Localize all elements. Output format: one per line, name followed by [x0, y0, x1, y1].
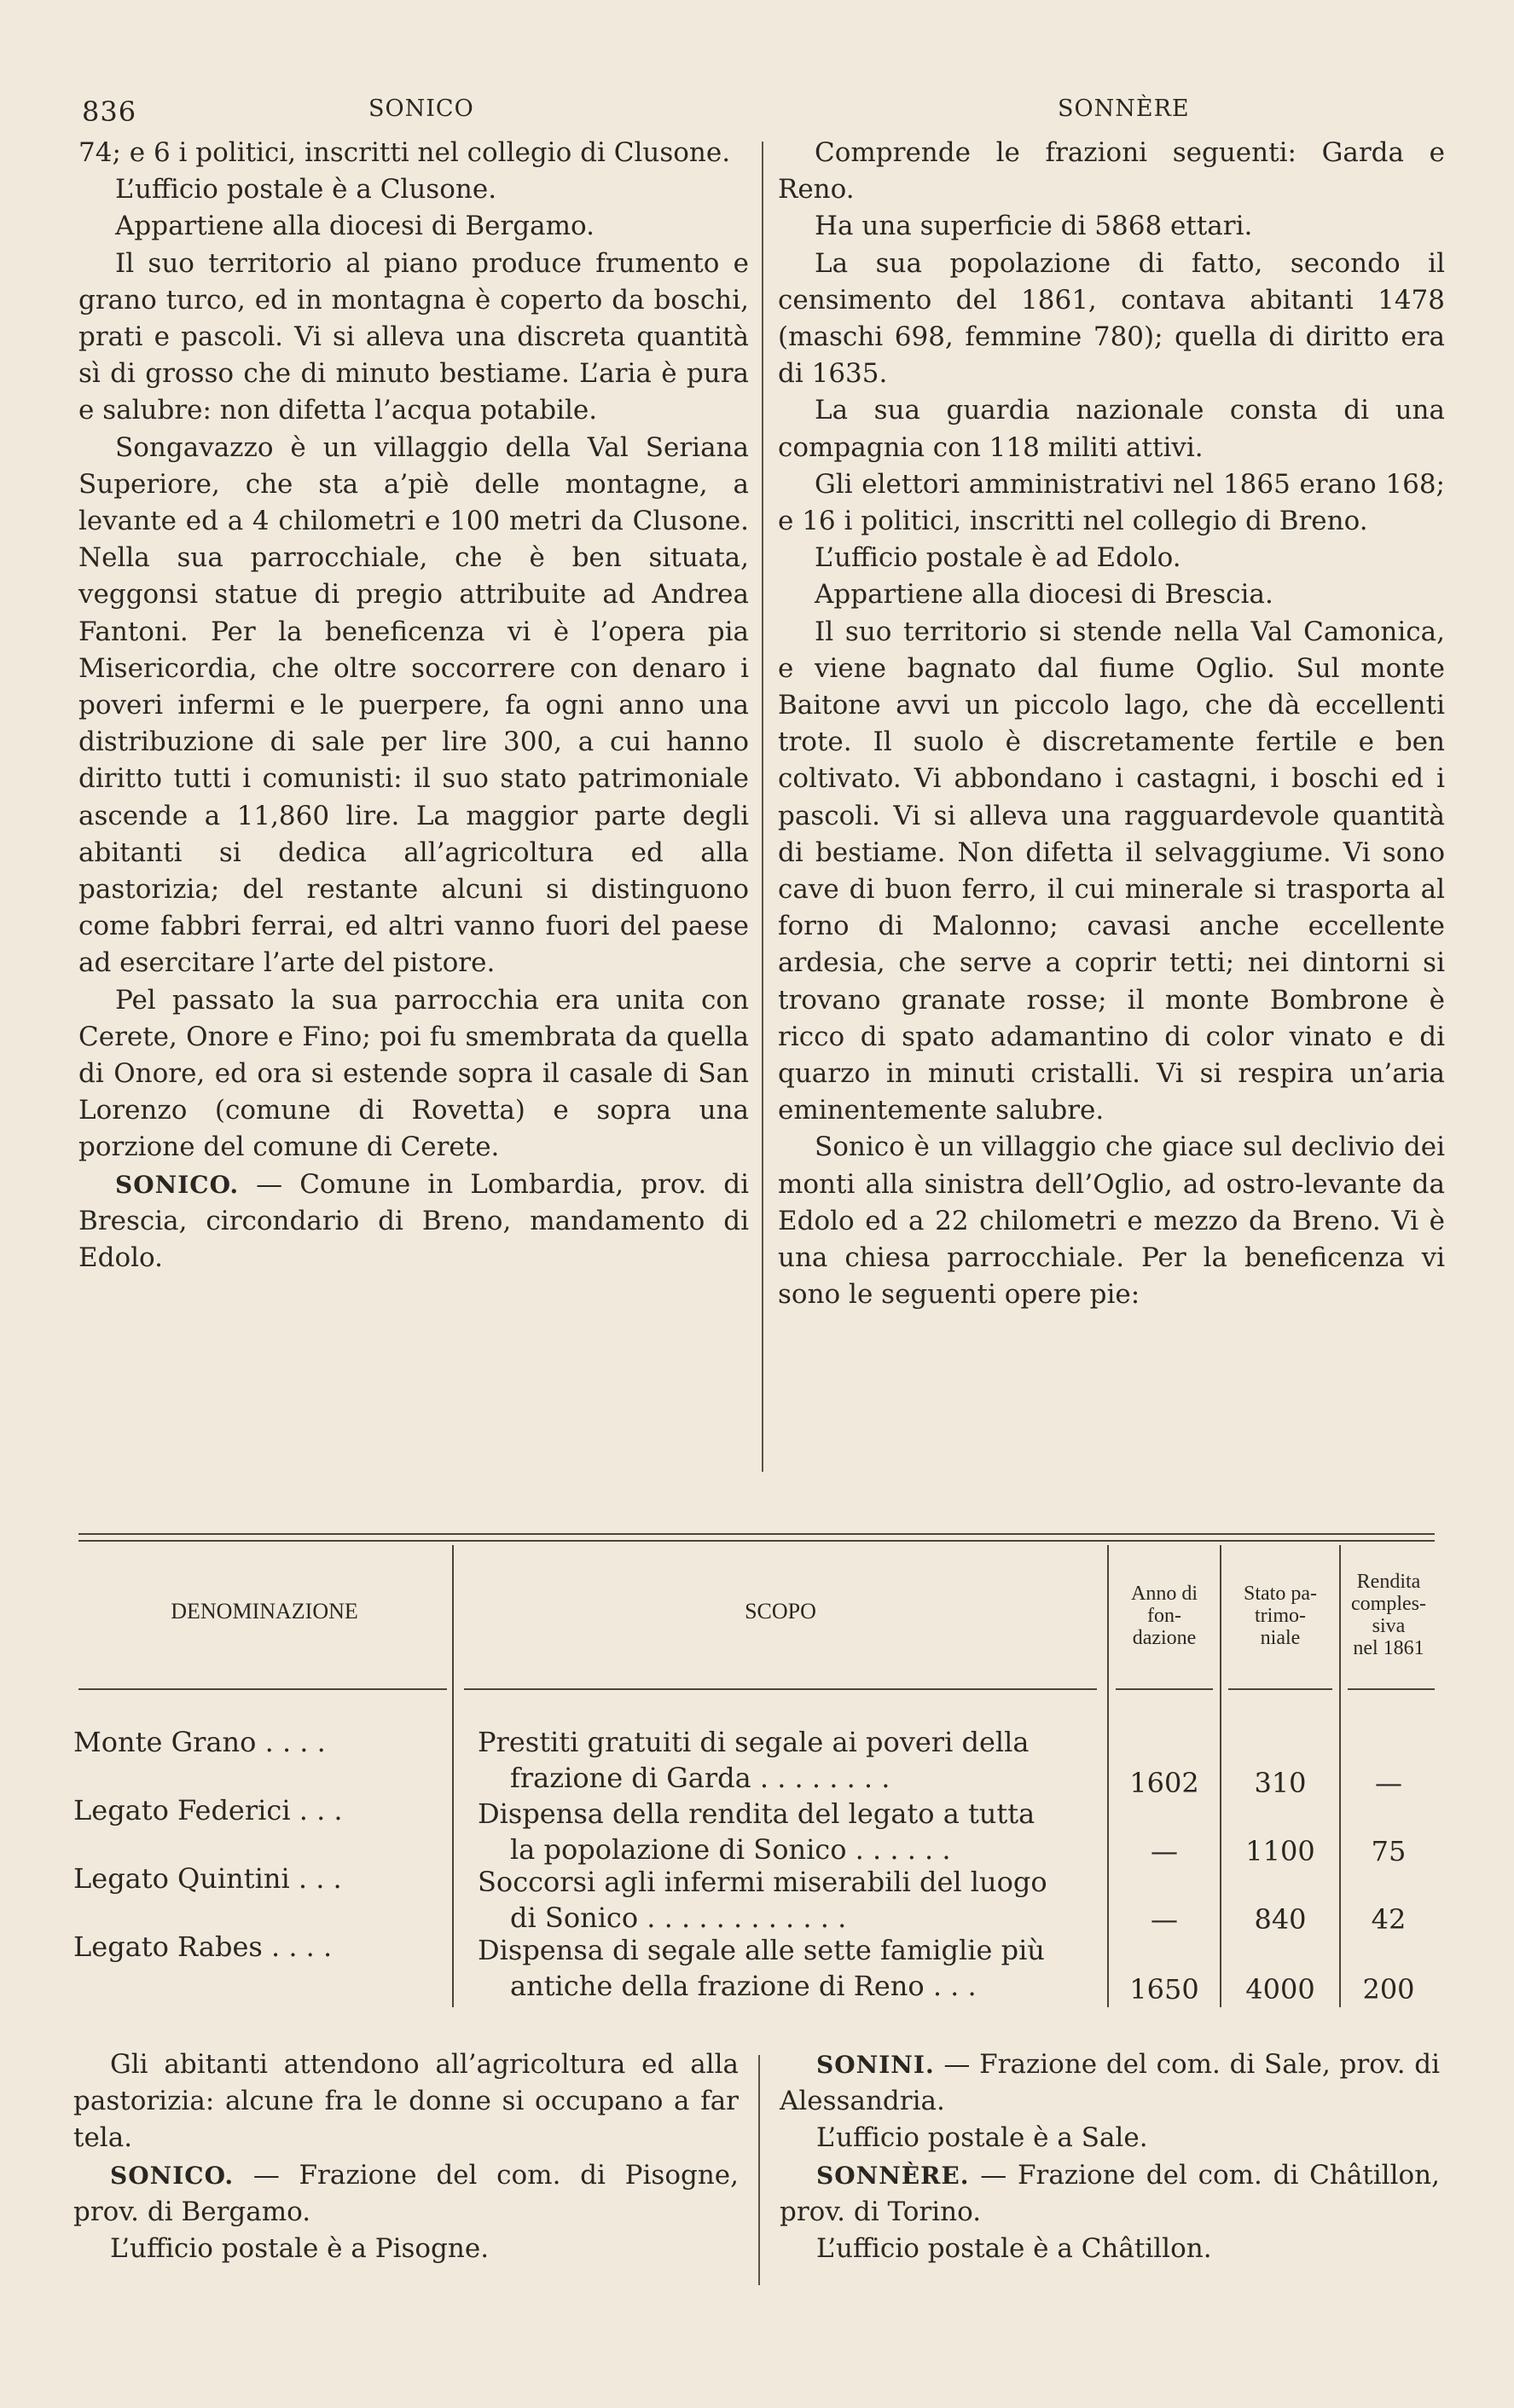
row-income: 200 [1362, 1973, 1415, 2006]
header-stato [1221, 1583, 1339, 1649]
entry-text: — Frazione del com. di Pisogne, prov. di Bergamo. [73, 2159, 739, 2227]
column-divider [758, 2055, 760, 2285]
column-divider [762, 142, 763, 1472]
paragraph: Ha una superficie di 5868 ettari. [815, 211, 1253, 242]
header-line: Rendita [1356, 1571, 1421, 1593]
header-scopo: SCOPO [745, 1599, 816, 1624]
paragraph: Appartiene alla diocesi di Bergamo. [115, 211, 595, 242]
left-running-head: SONICO [368, 96, 474, 122]
paragraph: Gli abitanti attendono all’agricoltura ed alla pastorizia: alcune fra le donne si occupano a far tela. [73, 2049, 739, 2154]
row-name: Legato Federici . . . [73, 1794, 343, 1826]
paragraph: Sonico è un villaggio che giace sul declivio dei monti alla sinistra dell’Oglio, ad ostro-levante da Edolo ed a 22 chilometri e mezzo da Breno. Vi è una chiesa parrocchiale. Per la beneficenza vi sono le seguenti opere pie: [778, 1132, 1445, 1311]
entry-term: SONINI. [816, 2051, 935, 2079]
row-purpose: Dispensa di segale alle sette famiglie più [478, 1934, 1045, 1966]
row-purpose: Prestiti gratuiti di segale ai poveri della [478, 1726, 1030, 1758]
header-line: Anno di [1131, 1583, 1198, 1605]
entry-sonico-frazione [73, 2157, 739, 2231]
entry-sonnere [780, 2157, 1440, 2231]
header-line: Stato pa- [1244, 1583, 1317, 1605]
entry-term: SONNÈRE. [816, 2161, 970, 2190]
paragraph: L’ufficio postale è a Châtillon. [816, 2233, 1212, 2265]
paragraph: Appartiene alla diocesi di Brescia. [815, 579, 1273, 611]
paragraph: L’ufficio postale è a Clusone. [115, 174, 497, 205]
row-patrimony: 310 [1254, 1767, 1307, 1799]
row-income: — [1375, 1767, 1402, 1799]
row-name: Legato Quintini . . . [73, 1862, 342, 1895]
header-denominazione: DENOMINAZIONE [171, 1599, 358, 1624]
row-purpose: Soccorsi agli infermi miserabili del luogo [478, 1866, 1047, 1898]
left-column [78, 135, 749, 1276]
header-rule [464, 1688, 1097, 1690]
row-purpose-cont: frazione di Garda . . . . . . . . [510, 1762, 890, 1794]
right-running-head: SONNÈRE [1058, 96, 1190, 122]
page-header [82, 96, 1447, 130]
entry-text: — Comune in Lombardia, prov. di Brescia, circondario di Breno, mandamento di Edolo. [78, 1168, 749, 1274]
paragraph: La sua guardia nazionale consta di una compagnia con 118 militi attivi. [778, 395, 1445, 463]
header-rendita [1341, 1571, 1436, 1659]
row-income: 75 [1371, 1835, 1407, 1867]
paragraph: L’ufficio postale è ad Edolo. [815, 542, 1181, 574]
table-top-rule [78, 1533, 1435, 1535]
page-number: 836 [82, 96, 137, 128]
table-vline [452, 1545, 454, 2007]
entry-sonico-comune [78, 1166, 749, 1277]
row-purpose: Dispensa della rendita del legato a tutta [478, 1797, 1035, 1830]
row-year: 1602 [1129, 1767, 1199, 1799]
row-purpose-cont: di Sonico . . . . . . . . . . . . [510, 1902, 847, 1934]
paragraph: L’ufficio postale è a Sale. [816, 2122, 1148, 2154]
row-purpose-cont: la popolazione di Sonico . . . . . . [510, 1833, 951, 1866]
table-top-rule [78, 1540, 1435, 1542]
entry-text: — Frazione del com. di Sale, prov. di Alessandria. [780, 2049, 1440, 2117]
header-line: fon- [1147, 1605, 1181, 1627]
paragraph: Gli elettori amministrativi nel 1865 erano 168; e 16 i politici, inscritti nel collegio di Breno. [778, 468, 1445, 537]
entry-text: — Frazione del com. di Châtillon, prov. di Torino. [780, 2159, 1440, 2227]
row-purpose-cont: antiche della frazione di Reno . . . [510, 1970, 977, 2002]
paragraph: Pel passato la sua parrocchia era unita con Cerete, Onore e Fino; poi fu smembrata da quella di Onore, ed ora si estende sopra il casale di San Lorenzo (comune di Rovetta) e sopra una porzione del comune di Cerete. [78, 984, 749, 1163]
header-line: nel 1861 [1353, 1637, 1424, 1659]
row-income: 42 [1371, 1903, 1407, 1936]
row-year: 1650 [1129, 1973, 1199, 2006]
right-column [778, 135, 1445, 1314]
row-patrimony: 1100 [1245, 1835, 1315, 1867]
row-year: — [1151, 1903, 1178, 1936]
paragraph: L’ufficio postale è a Pisogne. [110, 2233, 490, 2265]
row-patrimony: 840 [1254, 1903, 1307, 1936]
header-rule [78, 1688, 447, 1690]
bottom-right-column [780, 2046, 1440, 2267]
entry-term: SONICO. [110, 2161, 235, 2190]
header-line: dazione [1132, 1627, 1197, 1649]
paragraph: 74; e 6 i politici, inscritti nel collegio di Clusone. [78, 137, 731, 168]
bottom-left-column [73, 2046, 739, 2267]
header-rule [1228, 1688, 1332, 1690]
header-rule [1348, 1688, 1435, 1690]
row-name: Legato Rabes . . . . [73, 1930, 333, 1963]
row-patrimony: 4000 [1245, 1973, 1315, 2006]
paragraph: Songavazzo è un villaggio della Val Seriana Superiore, che sta a’piè delle montagne, a levante ed a 4 chilometri e 100 metri da Clusone. Nella sua parrocchiale, che è ben situata, veggonsi statue di pregio attribuite ad Andrea Fantoni. Per la beneficenza vi è l’opera pia Misericordia, che oltre soccorrere con denaro i poveri infermi e le puerpere, fa ogni anno una distribuzione di sale per lire 300, a cui hanno diritto tutti i comunisti: il suo stato patrimoniale ascende a 11,860 lire. La maggior parte degli abitanti si dedica all’agricoltura ed alla pastorizia; del restante alcuni si distinguono come fabbri ferrai, ed altri vanno fuori del paese ad esercitare l’arte del pistore. [78, 431, 749, 979]
paragraph: Comprende le frazioni seguenti: Garda e Reno. [778, 137, 1445, 205]
header-line: trimo- [1255, 1605, 1306, 1627]
row-name: Monte Grano . . . . [73, 1726, 326, 1758]
row-year: — [1151, 1835, 1178, 1867]
header-anno [1109, 1583, 1220, 1649]
header-line: siva [1372, 1615, 1406, 1637]
paragraph: La sua popolazione di fatto, secondo il censimento del 1861, contava abitanti 1478 (maschi 698, femmine 780); quella di diritto era di 1635. [778, 247, 1445, 390]
entry-sonini [780, 2046, 1440, 2120]
paragraph: Il suo territorio si stende nella Val Camonica, e viene bagnato dal fiume Oglio. Sul monte Baitone avvi un piccolo lago, che dà eccellenti trote. Il suolo è discretamente fertile e ben coltivato. Vi abbondano i castagni, i boschi ed i pascoli. Vi si alleva una ragguardevole quantità di bestiame. Non difetta il selvaggiume. Vi sono cave di buon ferro, il cui minerale si trasporta al forno di Malonno; cavasi anche eccellente ardesia, che serve a coprir tetti; nei dintorni si trovano granate rosse; il monte Bombrone è ricco di spato adamantino di color vinato e di quarzo in minuti cristalli. Vi si respira un’aria eminentemente salubre. [778, 616, 1445, 1126]
entry-term: SONICO. [115, 1170, 240, 1199]
header-line: comples- [1351, 1593, 1426, 1615]
header-line: niale [1260, 1627, 1301, 1649]
paragraph: Il suo territorio al piano produce frumento e grano turco, ed in montagna è coperto da boschi, prati e pascoli. Vi si alleva una discreta quantità sì di grosso che di minuto bestiame. L’aria è pura e salubre: non difetta l’acqua potabile. [78, 247, 749, 426]
header-rule [1116, 1688, 1213, 1690]
